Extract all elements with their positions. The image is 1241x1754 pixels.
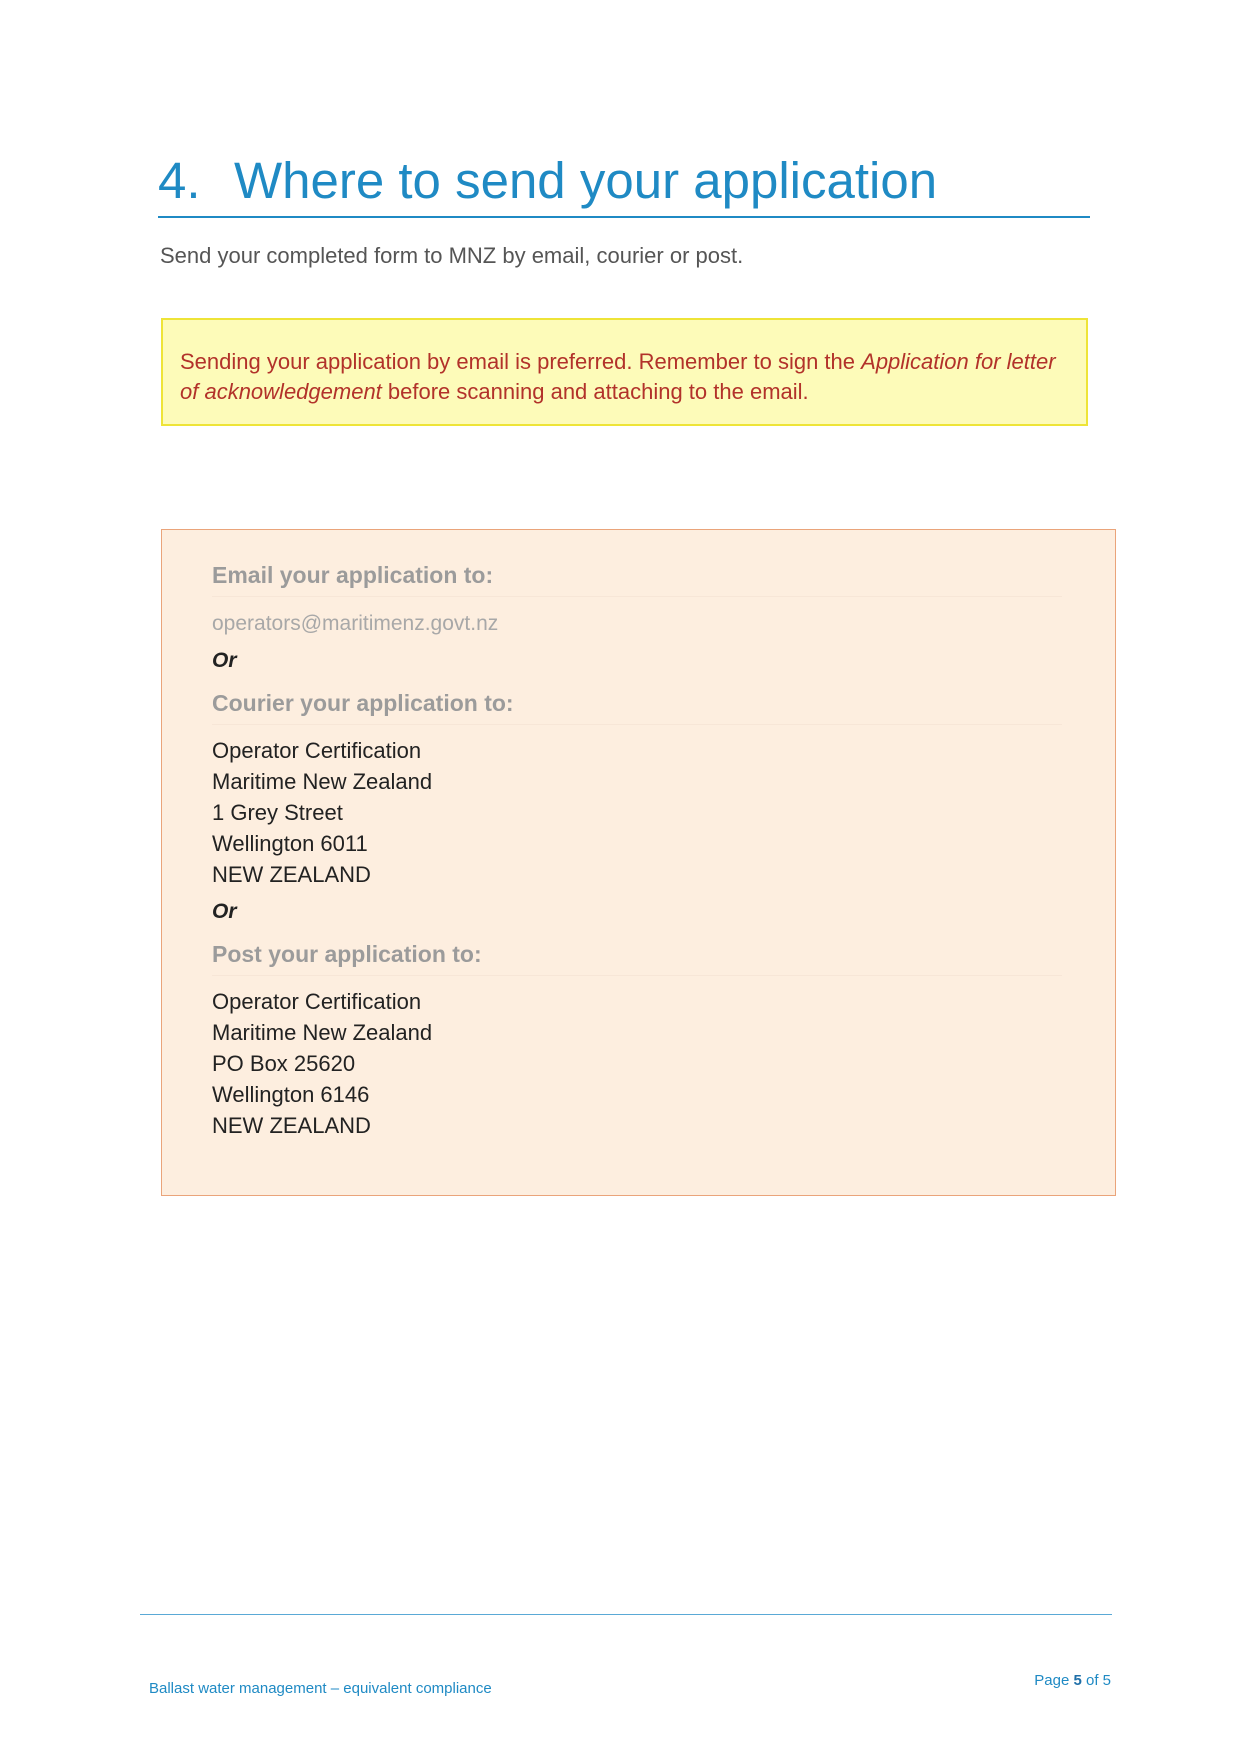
- section-title: Where to send your application: [234, 152, 938, 209]
- courier-address-line: 1 Grey Street: [212, 800, 343, 825]
- or-separator: Or: [212, 900, 237, 923]
- post-address: [212, 986, 1075, 1141]
- post-address-line: Maritime New Zealand: [212, 1020, 433, 1045]
- courier-heading: Courier your application to:: [212, 688, 1062, 725]
- section-number: 4.: [158, 152, 201, 209]
- post-address-line: PO Box 25620: [212, 1051, 356, 1076]
- post-address-line: Operator Certification: [212, 989, 422, 1014]
- note-text-end: before scanning and attaching to the email.: [381, 379, 809, 404]
- note-form-title: Application for letter of acknowledgement: [180, 349, 1056, 404]
- page-total: of 5: [1081, 1672, 1111, 1689]
- page-number: [1034, 1671, 1111, 1691]
- or-separator: Or: [212, 649, 237, 672]
- section-heading: [158, 148, 1090, 218]
- courier-address-line: Wellington 6011: [212, 831, 368, 856]
- note-text-start: Sending your application by email is preferred. Remember to sign the: [180, 349, 862, 374]
- post-heading: Post your application to:: [212, 939, 1062, 976]
- footer-divider: [140, 1614, 1112, 1615]
- intro-text: Send your completed form to MNZ by email, courier or post.: [160, 243, 744, 268]
- email-heading: Email your application to:: [212, 560, 1062, 597]
- post-address-line: NEW ZEALAND: [212, 1113, 371, 1138]
- page-current: 5: [1073, 1672, 1082, 1689]
- page-prefix: Page: [1034, 1672, 1074, 1689]
- footer-document-title: Ballast water management – equivalent compliance: [149, 1680, 492, 1697]
- post-address-line: Wellington 6146: [212, 1082, 370, 1107]
- courier-address-line: Maritime New Zealand: [212, 769, 433, 794]
- courier-address: [212, 735, 1075, 890]
- email-address-link[interactable]: operators@maritimenz.govt.nz: [212, 612, 499, 635]
- email-preferred-note: [161, 318, 1088, 426]
- contact-details-box: [161, 529, 1116, 1196]
- courier-address-line: Operator Certification: [212, 738, 422, 763]
- courier-address-line: NEW ZEALAND: [212, 862, 371, 887]
